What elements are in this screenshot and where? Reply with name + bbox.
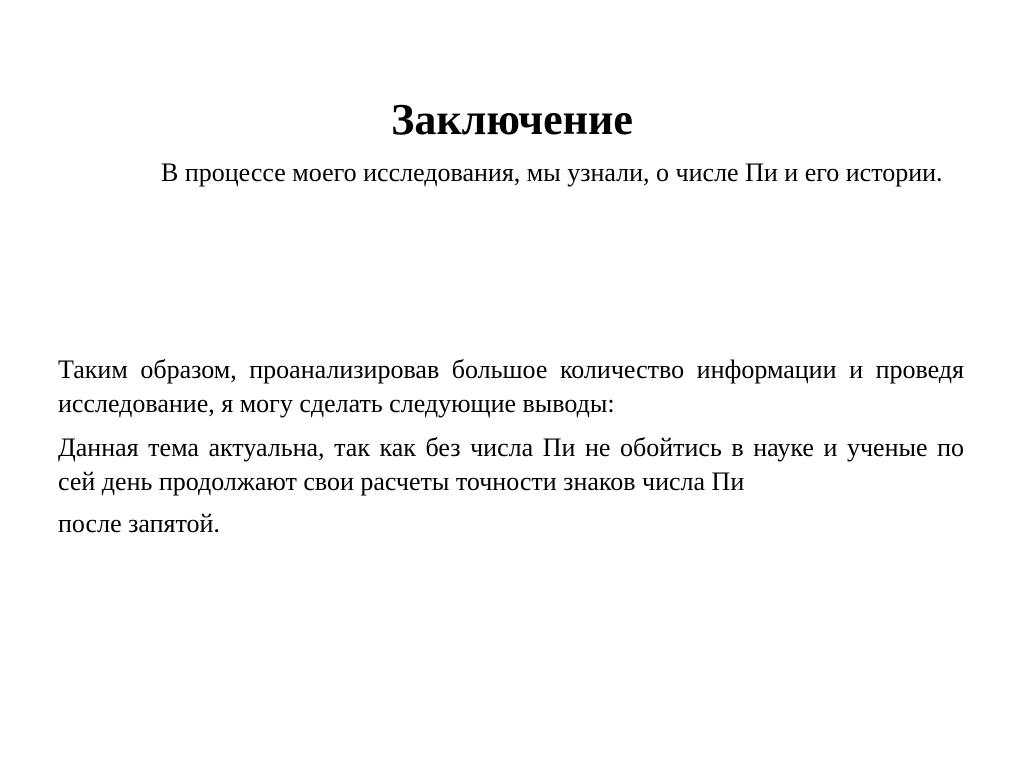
conclusion-lead-paragraph: Таким образом, проанализировав большое количество информации и проведя исследование, я могу сделать следующие выводы: — [58, 355, 964, 418]
conclusion-point-continuation: после запятой. — [58, 509, 220, 538]
slide-title: Заключение — [391, 95, 633, 144]
conclusion-point-paragraph: Данная тема актуальна, так как без числа Пи не обойтись в науке и ученые по сей день продолжают свои расчеты точности знаков числа Пи — [58, 433, 964, 496]
intro-paragraph: В процессе моего исследования, мы узнали, о числе Пи и его истории. — [161, 158, 943, 187]
